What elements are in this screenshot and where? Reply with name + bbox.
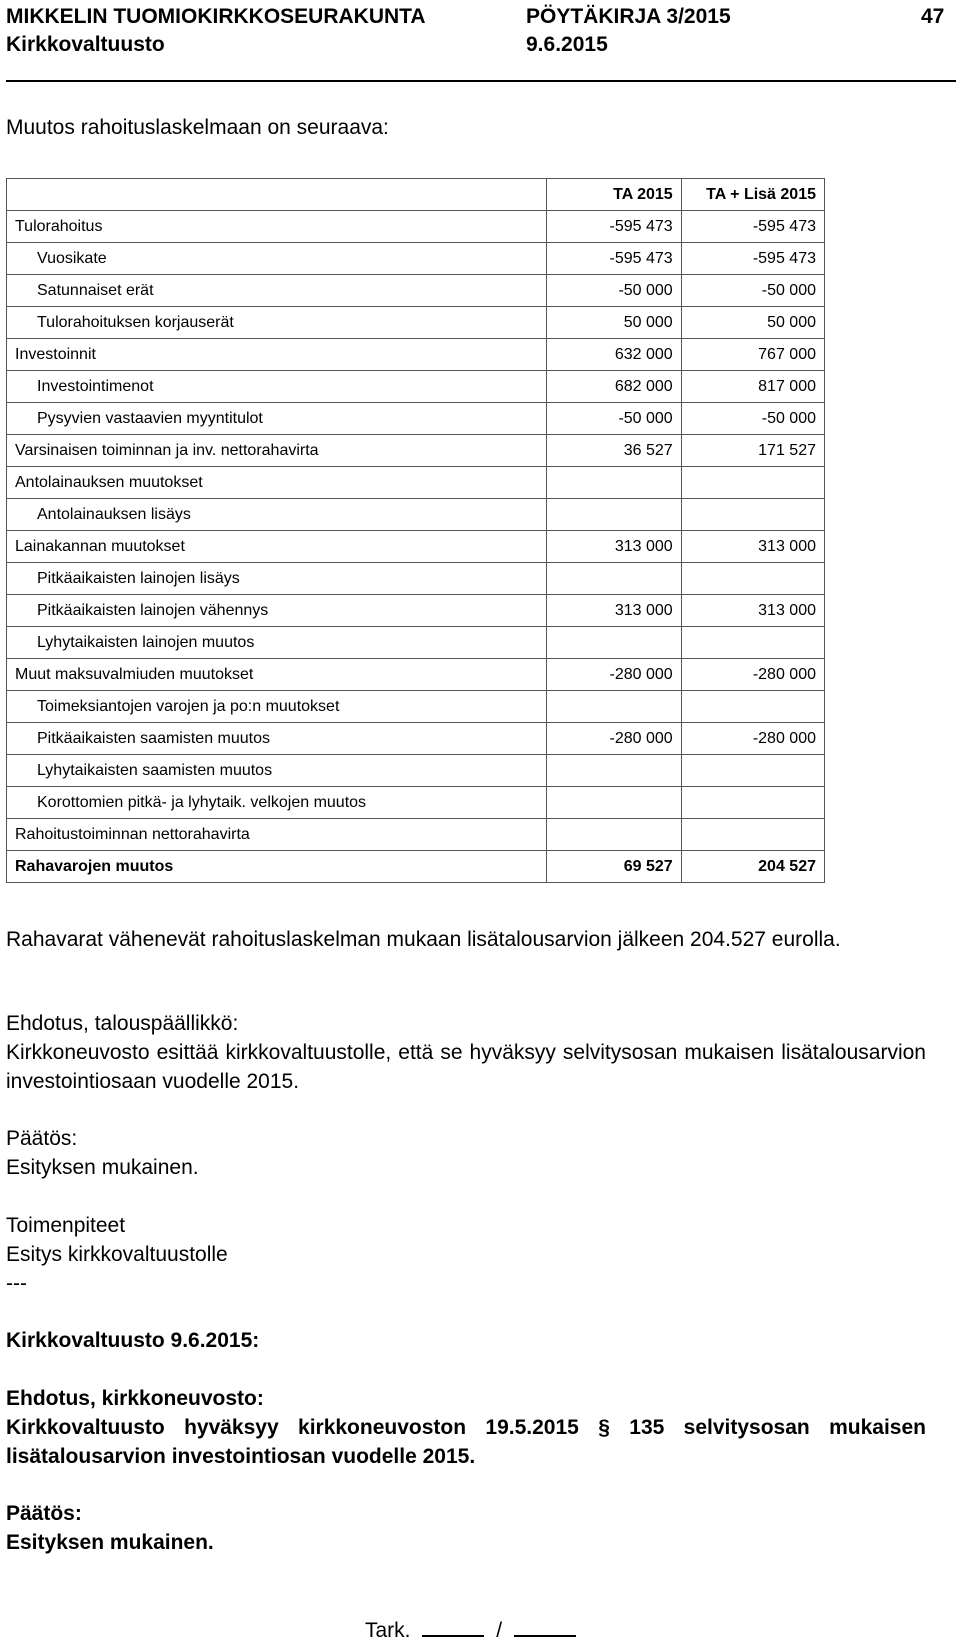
table-row <box>7 211 825 243</box>
table-row <box>7 307 825 339</box>
row-ta: -280 000 <box>547 659 682 691</box>
row-ta: 682 000 <box>547 371 682 403</box>
row-label: Lainakannan muutokset <box>7 531 547 563</box>
row-lisa: -50 000 <box>681 275 824 307</box>
row-label: Pysyvien vastaavien myyntitulot <box>7 403 547 435</box>
paatos2-label: Päätös: <box>6 1502 82 1525</box>
table-row <box>7 627 825 659</box>
row-ta: 313 000 <box>547 595 682 627</box>
table-row <box>7 467 825 499</box>
row-lisa <box>681 819 824 851</box>
row-lisa <box>681 627 824 659</box>
total-ta: 69 527 <box>547 851 682 883</box>
header-doc: PÖYTÄKIRJA 3/2015 <box>526 5 731 28</box>
row-lisa <box>681 467 824 499</box>
table-row <box>7 691 825 723</box>
row-ta: -595 473 <box>547 243 682 275</box>
tark-label: Tark. <box>365 1619 411 1642</box>
row-label: Tulorahoitus <box>7 211 547 243</box>
row-label: Rahoitustoiminnan nettorahavirta <box>7 819 547 851</box>
signature-blank-1 <box>422 1617 484 1637</box>
row-ta <box>547 787 682 819</box>
intro-text: Muutos rahoituslaskelmaan on seuraava: <box>6 116 389 139</box>
table-row <box>7 563 825 595</box>
row-lisa: -595 473 <box>681 243 824 275</box>
row-ta <box>547 755 682 787</box>
row-ta: -280 000 <box>547 723 682 755</box>
row-ta <box>547 627 682 659</box>
table-row <box>7 755 825 787</box>
total-label: Rahavarojen muutos <box>7 851 547 883</box>
financing-table <box>6 178 825 883</box>
paatos-text: Esityksen mukainen. <box>6 1156 199 1179</box>
row-label: Investoinnit <box>7 339 547 371</box>
row-ta: -50 000 <box>547 275 682 307</box>
table-row <box>7 819 825 851</box>
row-lisa <box>681 691 824 723</box>
row-label: Pitkäaikaisten saamisten muutos <box>7 723 547 755</box>
table-header-row <box>7 179 825 211</box>
kn-label: Ehdotus, kirkkoneuvosto: <box>6 1387 264 1410</box>
row-lisa: 313 000 <box>681 531 824 563</box>
row-ta <box>547 499 682 531</box>
separator-dashes: --- <box>6 1272 27 1295</box>
row-label: Varsinaisen toiminnan ja inv. nettorahavirta <box>7 435 547 467</box>
header-rule <box>6 80 956 82</box>
table-header-lisa: TA + Lisä 2015 <box>681 179 824 211</box>
row-label: Antolainauksen lisäys <box>7 499 547 531</box>
table-row <box>7 435 825 467</box>
row-ta: 50 000 <box>547 307 682 339</box>
table-row <box>7 275 825 307</box>
row-lisa: 171 527 <box>681 435 824 467</box>
table-row <box>7 659 825 691</box>
row-lisa: -595 473 <box>681 211 824 243</box>
signature-blank-2 <box>514 1617 576 1637</box>
row-lisa <box>681 787 824 819</box>
row-lisa <box>681 755 824 787</box>
row-lisa: 50 000 <box>681 307 824 339</box>
header-org: MIKKELIN TUOMIOKIRKKOSEURAKUNTA <box>6 5 426 28</box>
row-lisa <box>681 563 824 595</box>
table-header-label <box>7 179 547 211</box>
kn-text: Kirkkovaltuusto hyväksyy kirkkoneuvoston 19.5.2015 § 135 selvitysosan mukaisen lisätalousarvion investointiosan vuodelle 2015. <box>6 1416 926 1468</box>
row-ta: -50 000 <box>547 403 682 435</box>
row-ta: 313 000 <box>547 531 682 563</box>
table-row <box>7 339 825 371</box>
toimenpiteet-text: Esitys kirkkovaltuustolle <box>6 1243 228 1266</box>
row-ta: 36 527 <box>547 435 682 467</box>
kv-heading: Kirkkovaltuusto 9.6.2015: <box>6 1329 260 1352</box>
row-ta: -595 473 <box>547 211 682 243</box>
row-label: Korottomien pitkä- ja lyhytaik. velkojen muutos <box>7 787 547 819</box>
row-lisa: -280 000 <box>681 723 824 755</box>
table-row <box>7 499 825 531</box>
row-lisa: 767 000 <box>681 339 824 371</box>
row-label: Muut maksuvalmiuden muutokset <box>7 659 547 691</box>
header-page-number: 47 <box>921 5 945 28</box>
row-ta: 632 000 <box>547 339 682 371</box>
row-lisa: -50 000 <box>681 403 824 435</box>
tark-separator: / <box>496 1619 503 1642</box>
table-row <box>7 371 825 403</box>
ehdotus-label: Ehdotus, talouspäällikkö: <box>6 1012 239 1035</box>
table-row <box>7 243 825 275</box>
total-lisa: 204 527 <box>681 851 824 883</box>
row-label: Toimeksiantojen varojen ja po:n muutokset <box>7 691 547 723</box>
row-ta <box>547 819 682 851</box>
paatos-label: Päätös: <box>6 1127 78 1150</box>
rahavarat-text: Rahavarat vähenevät rahoituslaskelman mukaan lisätalousarvion jälkeen 204.527 eurolla. <box>6 928 841 951</box>
row-label: Investointimenot <box>7 371 547 403</box>
table-row <box>7 723 825 755</box>
row-ta <box>547 691 682 723</box>
paatos2-text: Esityksen mukainen. <box>6 1531 214 1554</box>
row-ta <box>547 563 682 595</box>
row-label: Vuosikate <box>7 243 547 275</box>
table-row <box>7 403 825 435</box>
row-lisa <box>681 499 824 531</box>
row-label: Pitkäaikaisten lainojen vähennys <box>7 595 547 627</box>
row-ta <box>547 467 682 499</box>
row-lisa: 817 000 <box>681 371 824 403</box>
ehdotus-text: Kirkkoneuvosto esittää kirkkovaltuustolle, että se hyväksyy selvitysosan mukaisen lisätalousarvion investointiosaan vuodelle 2015. <box>6 1041 926 1093</box>
row-lisa: 313 000 <box>681 595 824 627</box>
row-lisa: -280 000 <box>681 659 824 691</box>
table-row <box>7 531 825 563</box>
row-label: Lyhytaikaisten saamisten muutos <box>7 755 547 787</box>
header-date: 9.6.2015 <box>526 33 608 56</box>
table-row <box>7 595 825 627</box>
table-total-row <box>7 851 825 883</box>
tark-line <box>365 1617 582 1643</box>
row-label: Tulorahoituksen korjauserät <box>7 307 547 339</box>
row-label: Antolainauksen muutokset <box>7 467 547 499</box>
header-body: Kirkkovaltuusto <box>6 33 165 56</box>
table-header-ta: TA 2015 <box>547 179 682 211</box>
row-label: Lyhytaikaisten lainojen muutos <box>7 627 547 659</box>
row-label: Satunnaiset erät <box>7 275 547 307</box>
table-row <box>7 787 825 819</box>
row-label: Pitkäaikaisten lainojen lisäys <box>7 563 547 595</box>
toimenpiteet-label: Toimenpiteet <box>6 1214 126 1237</box>
